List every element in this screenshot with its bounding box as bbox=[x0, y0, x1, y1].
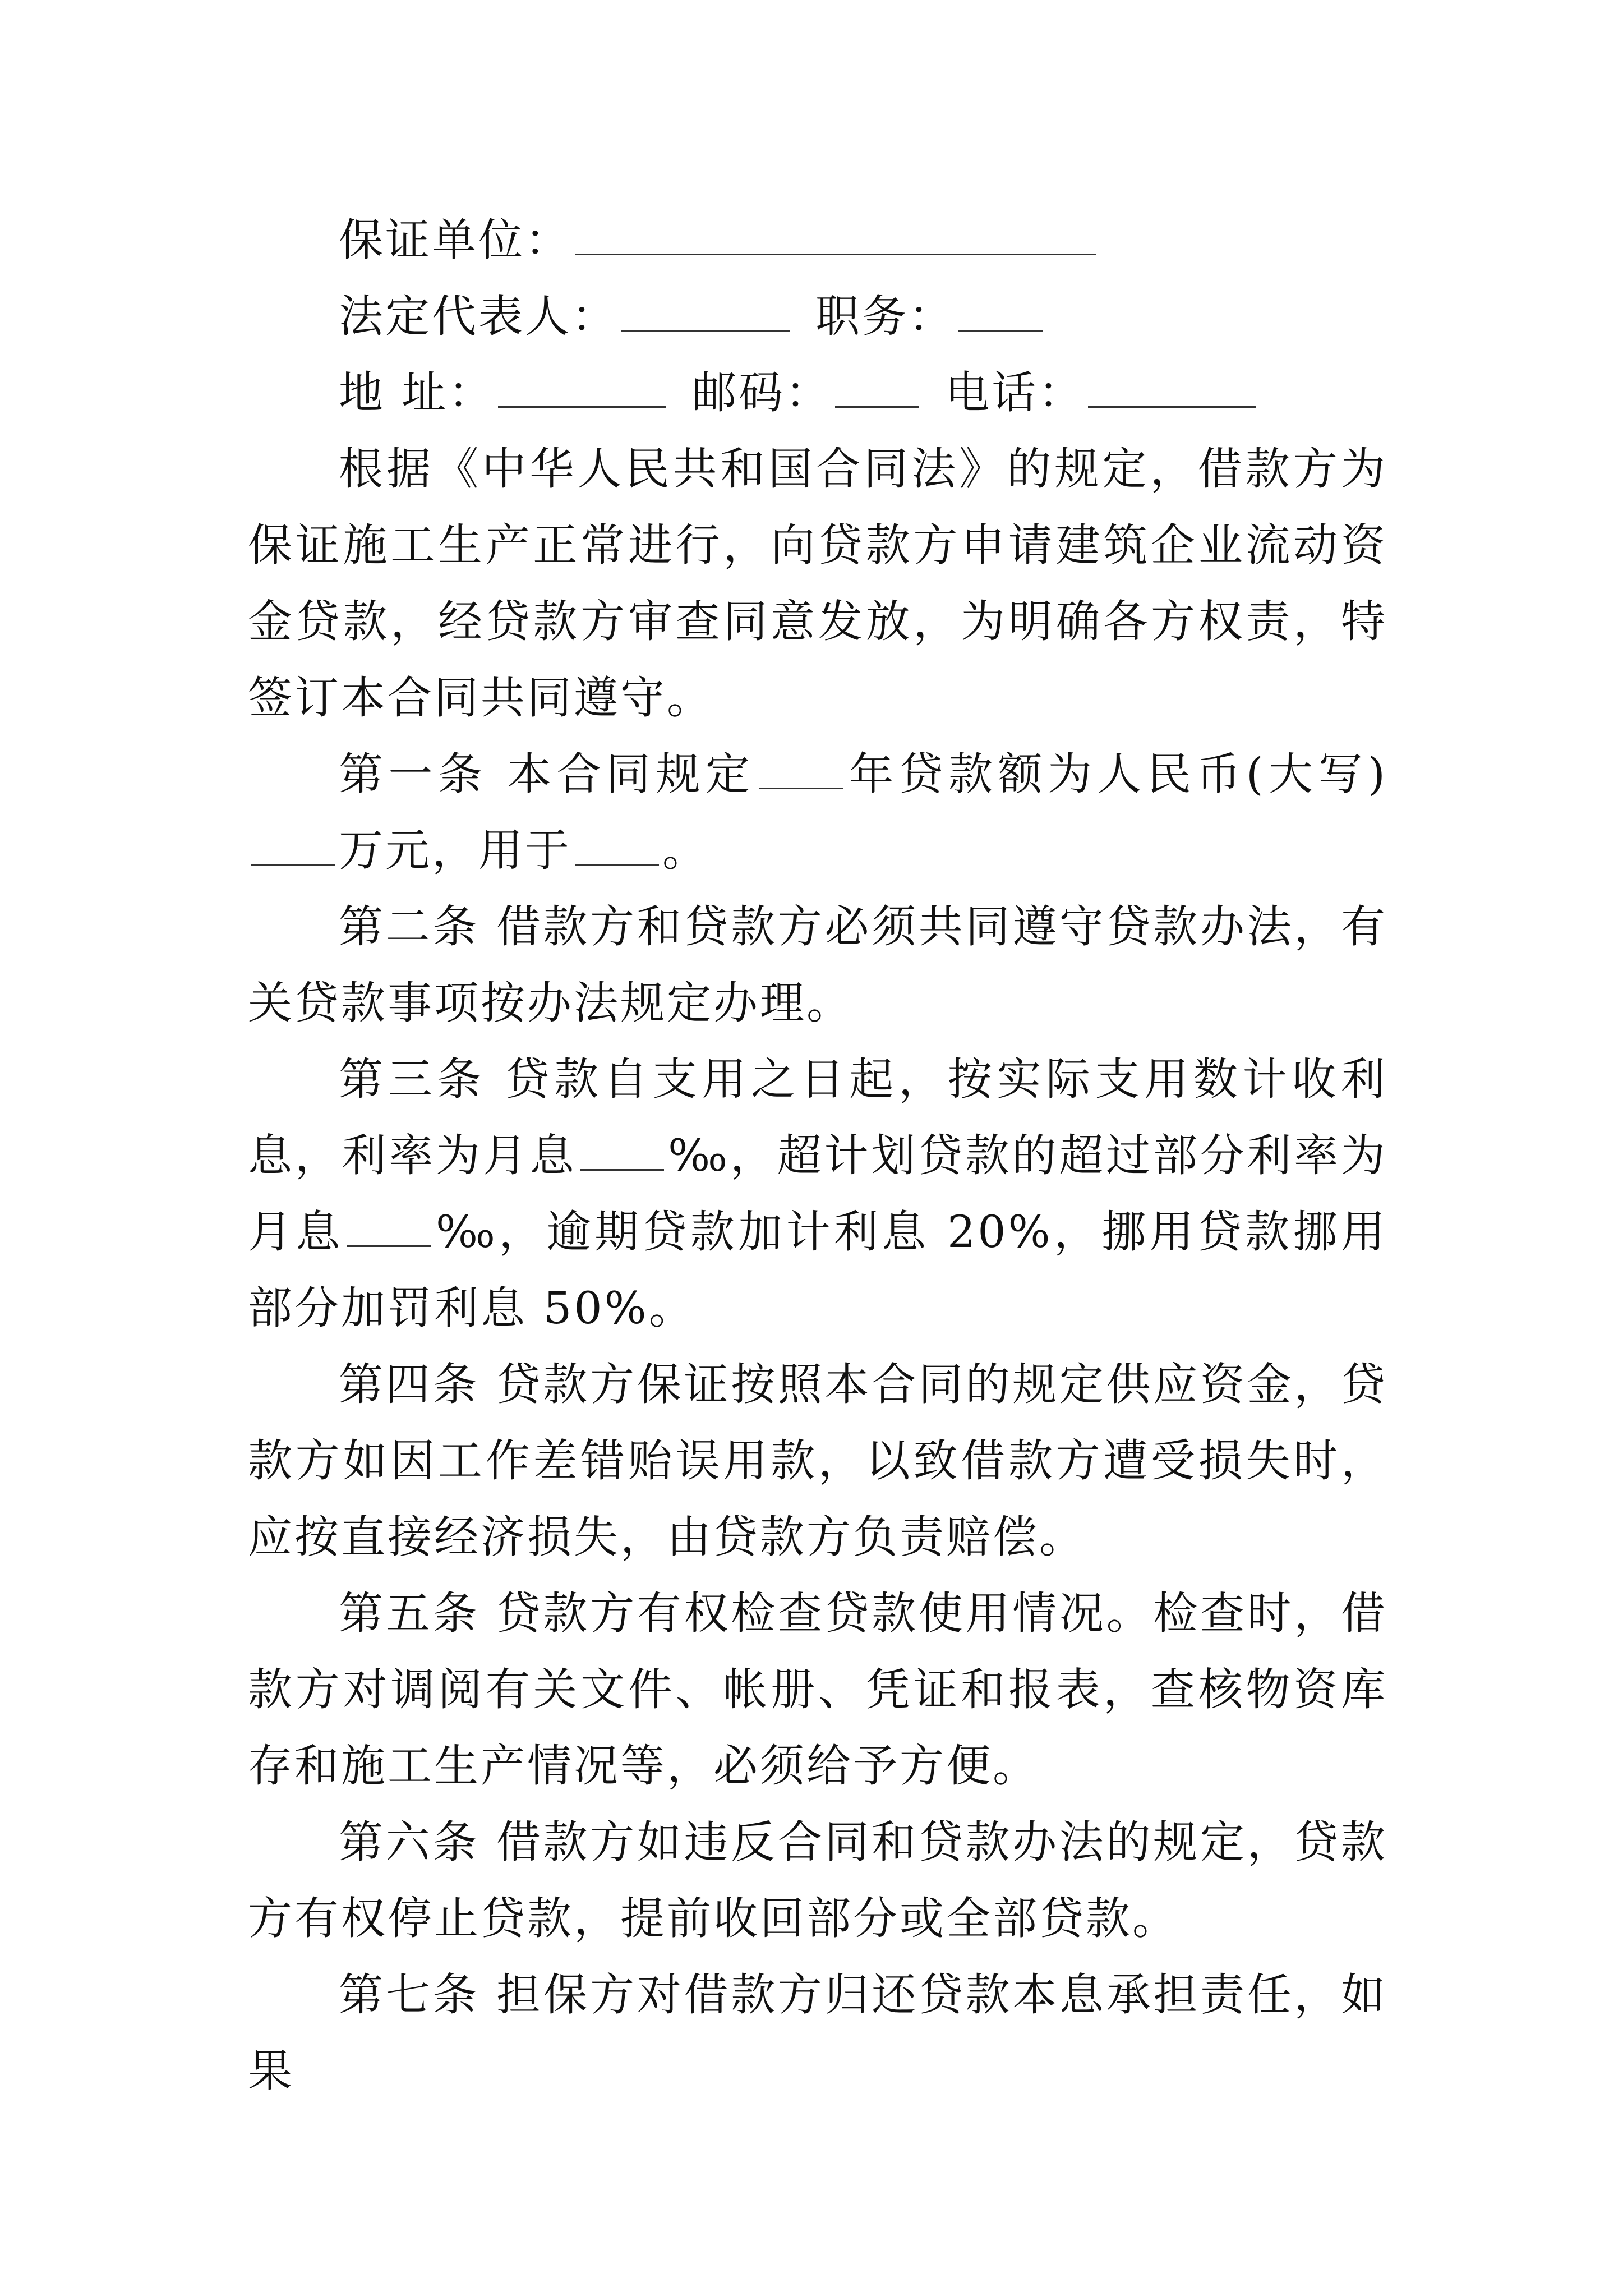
postcode-label: 邮码： bbox=[692, 367, 832, 418]
address-blank bbox=[498, 370, 666, 408]
article-1-text-4: 。 bbox=[662, 825, 709, 876]
monthly-rate-blank bbox=[580, 1133, 664, 1171]
phone-label: 电话： bbox=[945, 367, 1085, 418]
position-blank bbox=[958, 294, 1043, 332]
article-6: 第六条 借款方如违反合同和贷款办法的规定，贷款方有权停止贷款，提前收回部分或全部贷款。 bbox=[248, 1816, 1387, 1944]
legal-rep-blank bbox=[621, 294, 790, 332]
phone-blank bbox=[1088, 370, 1256, 408]
legal-rep-label: 法定代表人： bbox=[339, 291, 618, 342]
legal-rep-line bbox=[248, 278, 1387, 355]
year-blank bbox=[759, 752, 843, 789]
address-label: 地 址： bbox=[339, 367, 495, 418]
article-5: 第五条 贷款方有权检查贷款使用情况。检查时，借款方对调阅有关文件、帐册、凭证和报表，查核物资库存和施工生产情况等，必须给予方便。 bbox=[248, 1588, 1387, 1792]
article-3 bbox=[248, 1041, 1387, 1346]
article-1 bbox=[248, 736, 1387, 889]
article-4: 第四条 贷款方保证按照本合同的规定供应资金，贷款方如因工作差错贻误用款，以致借款方遭受损失时，应按直接经济损失，由贷款方负责赔偿。 bbox=[248, 1359, 1387, 1563]
postcode-blank bbox=[835, 370, 919, 408]
address-line bbox=[248, 355, 1387, 431]
article-3-text-2: ‰，超计划贷款的超过部分利率为月息 bbox=[248, 1130, 1387, 1258]
contract-body bbox=[248, 202, 1387, 2109]
guarantor-line bbox=[248, 202, 1387, 278]
article-3-text-1: 第三条 贷款自支用之日起，按实际支用数计收利息，利率为月息 bbox=[248, 1053, 1387, 1181]
article-1-text-3: 万元，用于 bbox=[339, 825, 571, 876]
guarantor-label: 保证单位： bbox=[339, 214, 571, 266]
article-1-text-2: 年贷款额为人民币(大写) bbox=[846, 748, 1387, 800]
purpose-blank bbox=[575, 828, 659, 866]
article-1-text-1: 第一条 本合同规定 bbox=[339, 748, 755, 800]
excess-rate-blank bbox=[347, 1209, 431, 1247]
preamble-paragraph: 根据《中华人民共和国合同法》的规定，借款方为保证施工生产正常进行，向贷款方申请建筑企业流动资金贷款，经贷款方审查同意发放，为明确各方权责，特签订本合同共同遵守。 bbox=[248, 443, 1387, 724]
amount-blank bbox=[251, 828, 335, 866]
article-2: 第二条 借款方和贷款方必须共同遵守贷款办法，有关贷款事项按办法规定办理。 bbox=[248, 901, 1387, 1029]
article-7: 第七条 担保方对借款方归还贷款本息承担责任，如果 bbox=[248, 1969, 1387, 2097]
guarantor-blank bbox=[575, 218, 1096, 255]
position-label: 职务： bbox=[815, 291, 955, 342]
article-3-text-3: ‰，逾期贷款加计利息 20%，挪用贷款挪用部分加罚利息 50%。 bbox=[248, 1206, 1387, 1334]
